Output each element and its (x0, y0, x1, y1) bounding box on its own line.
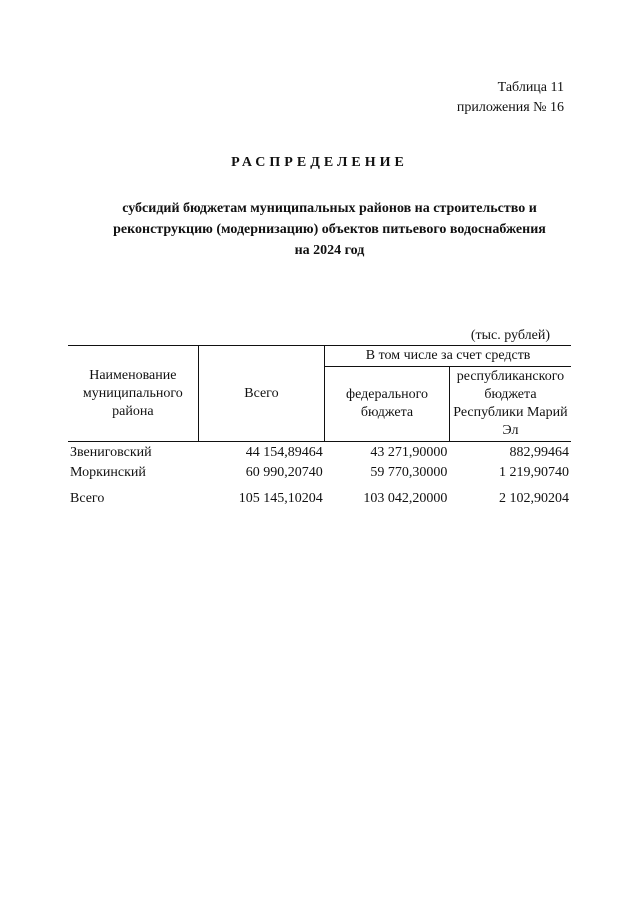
header-total: Всего (198, 346, 325, 442)
federal-value: 59 770,30000 (370, 465, 448, 480)
subtitle-line-2: реконструкцию (модернизацию) объектов питьевого водоснабжения (113, 222, 546, 237)
republic-value: 882,99464 (509, 445, 569, 460)
document-subtitle (60, 198, 599, 261)
units-label: (тыс. рублей) (470, 328, 550, 343)
subtitle-line-1: субсидий бюджетам муниципальных районов на строительство и (122, 201, 537, 216)
table-row (68, 442, 571, 464)
header-including: В том числе за счет средств (325, 346, 571, 367)
header-district-name: Наименование муниципального района (68, 346, 198, 442)
header-federal-budget: федерального бюджета (325, 367, 450, 442)
table-number: Таблица 11 (497, 80, 564, 95)
district-name: Моркинский (70, 465, 146, 480)
republic-total-value: 2 102,90204 (499, 491, 569, 506)
total-value: 44 154,89464 (245, 445, 323, 460)
district-name: Звениговский (70, 445, 152, 460)
republic-value: 1 219,90740 (499, 465, 569, 480)
grand-total-value: 105 145,10204 (238, 491, 323, 506)
total-row-label: Всего (70, 491, 105, 506)
header-republic-budget: республиканского бюджета Республики Марий Эл (449, 367, 571, 442)
subsidy-table (68, 345, 571, 509)
subtitle-line-3: на 2024 год (294, 243, 365, 258)
total-value: 60 990,20740 (245, 465, 323, 480)
appendix-number: приложения № 16 (456, 100, 564, 115)
document-reference (457, 78, 564, 118)
document-title: РАСПРЕДЕЛЕНИЕ (231, 155, 408, 170)
table-total-row (68, 483, 571, 509)
federal-total-value: 103 042,20000 (363, 491, 448, 506)
table-row (68, 463, 571, 483)
federal-value: 43 271,90000 (370, 445, 448, 460)
